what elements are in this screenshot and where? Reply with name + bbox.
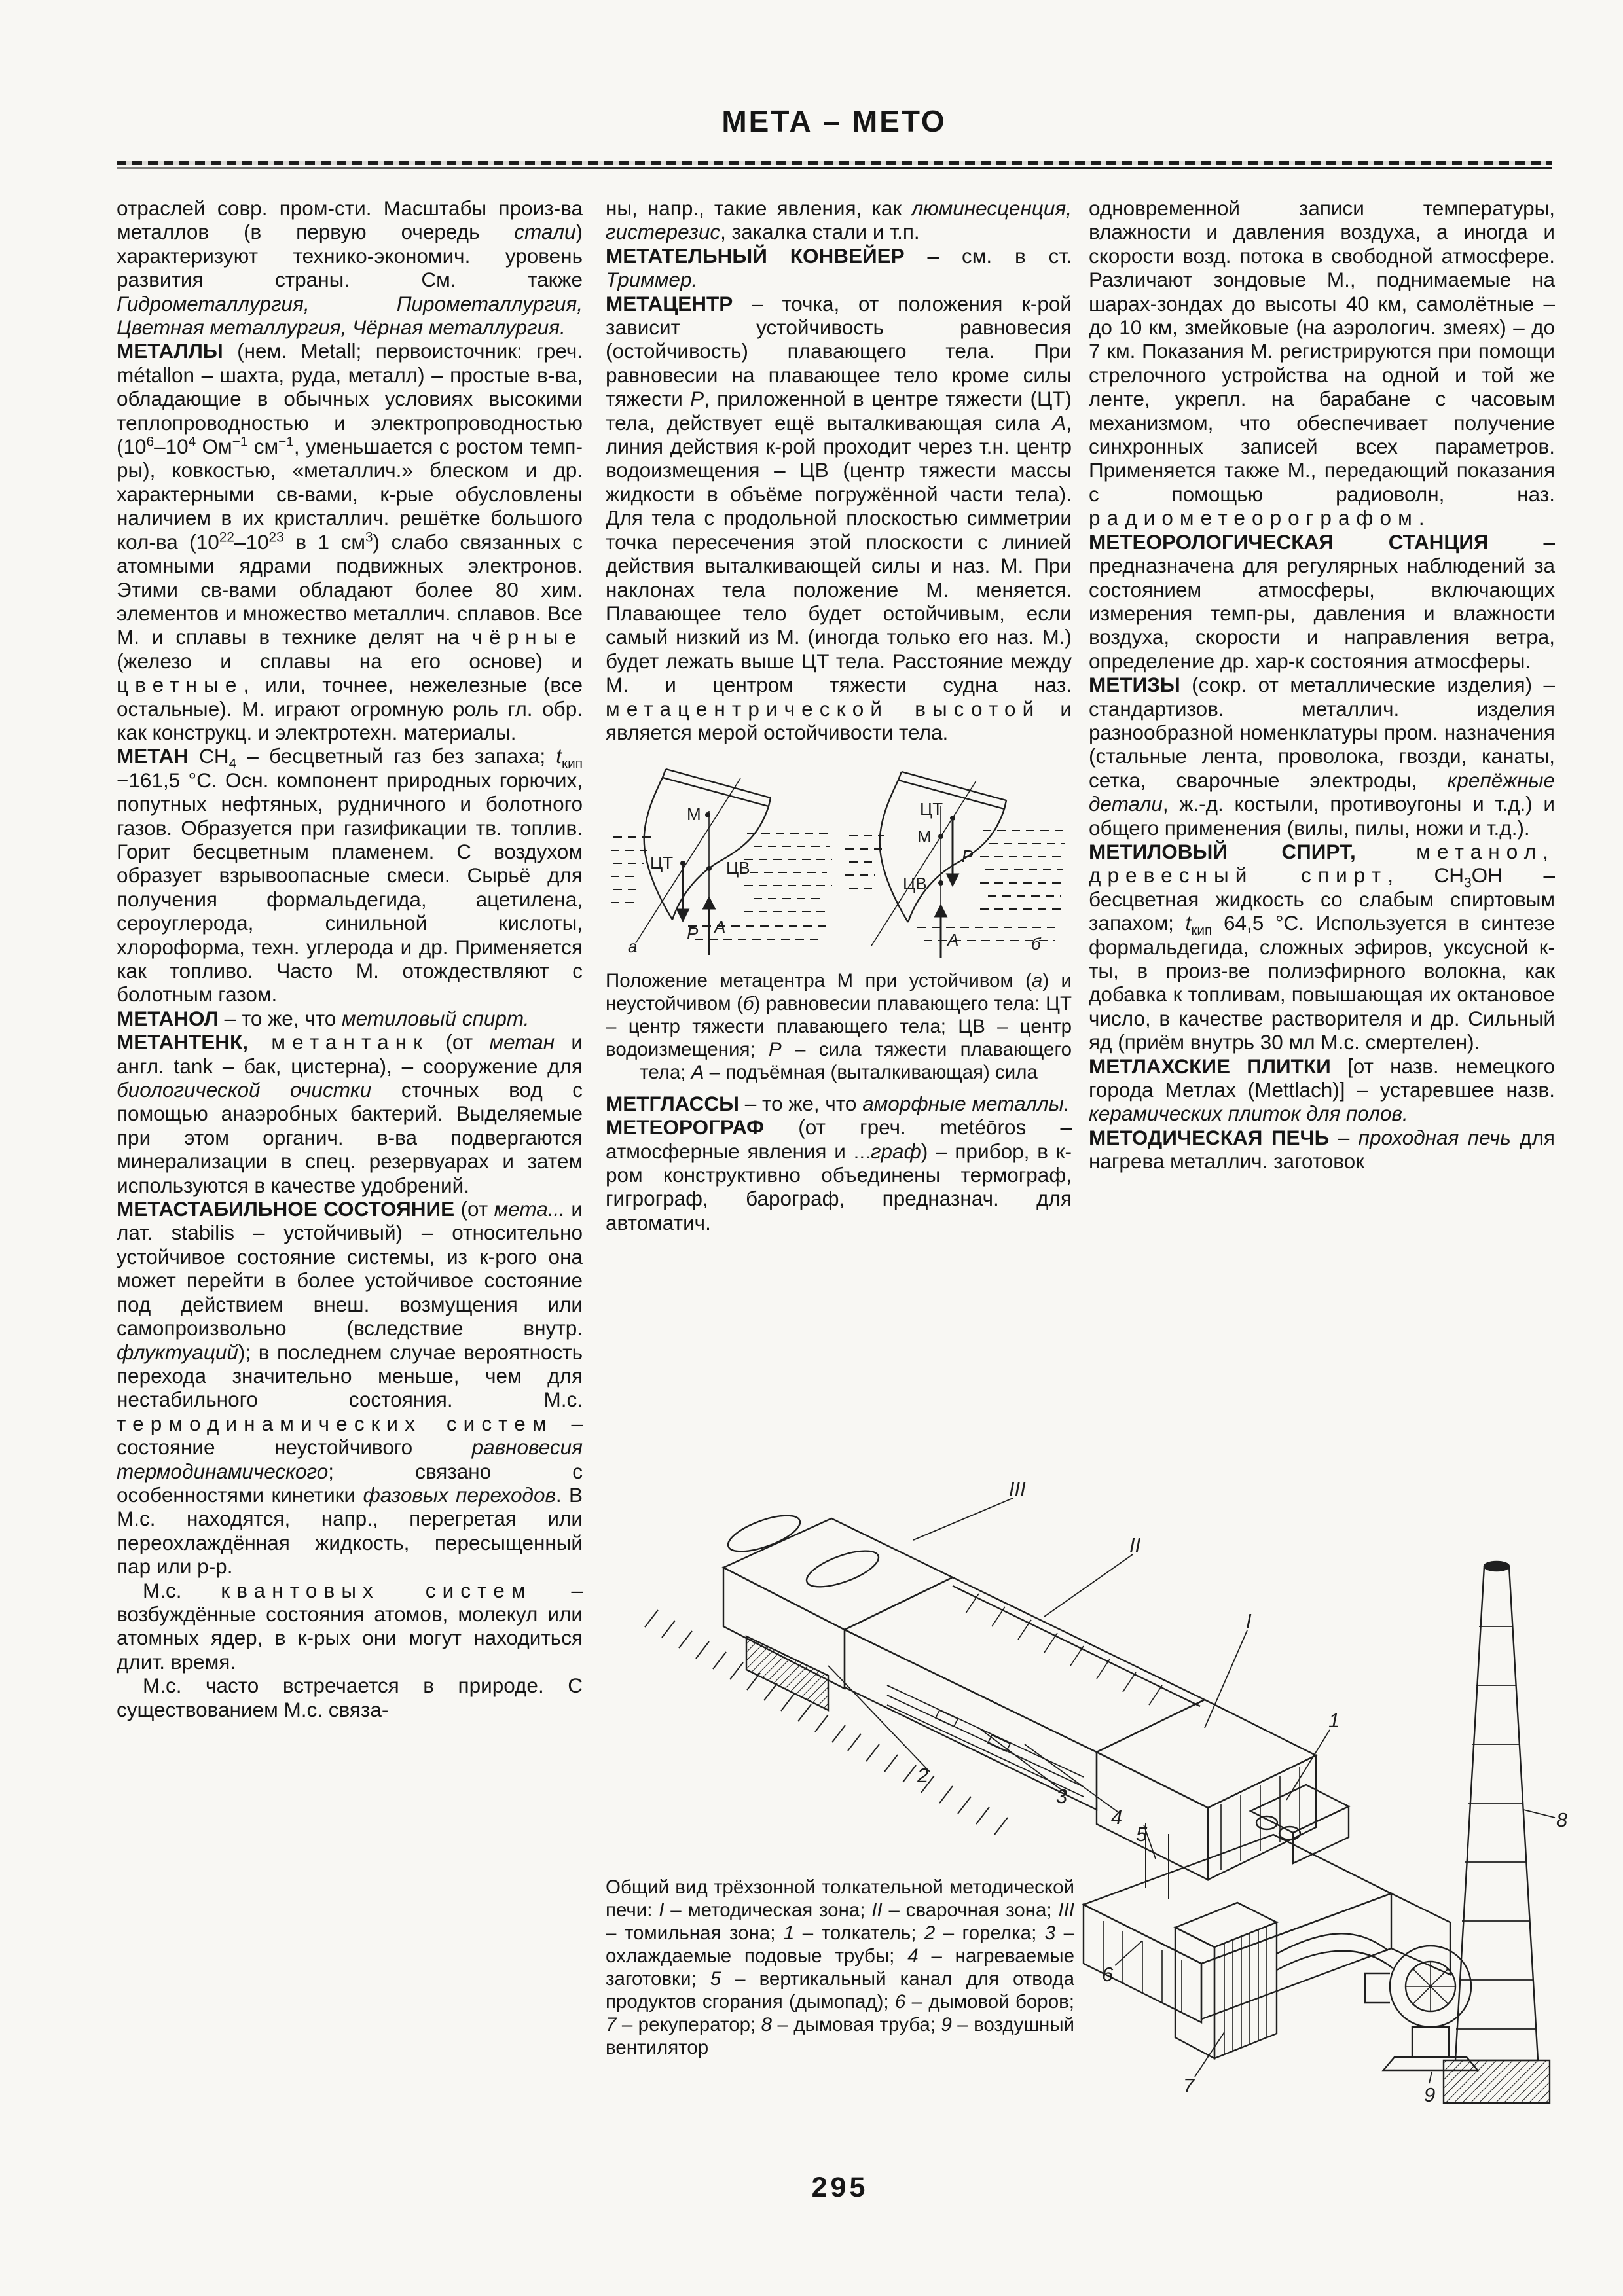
entry-metatelny-konveyer: МЕТАТЕЛЬНЫЙ КОНВЕЙЕР – см. в ст. Триммер. [606, 243, 1072, 292]
entry-metastabilnoe-sostoyanie: МЕТАСТАБИЛЬНОЕ СОСТОЯНИЕ (от мета... и лат. stabilis – устойчивый) – относительно устойчивое состояние системы, из к-рого она может перейти в более устойчивое состояние под действием внеш. возмущения или самопроизвольно (вследствие внутр. флуктуаций); в последнем случае вероятность перехода значительно меньше, чем для нестабильного состояния. М.с. термодинамических систем – состояние неустойчивого равновесия термодинамического; связано с особенностями кинетики фазовых переходов. В М.с. находятся, напр., перегретая или переохлаждённая жидкость, пересыщенный пар или р-р. [117, 1197, 583, 1579]
weight-force-label: Р [687, 924, 699, 944]
metastable-nature-paragraph: М.с. часто встречается в природе. С существованием М.с. связа- [117, 1674, 583, 1721]
page-header: МЕТА – МЕТО [721, 104, 947, 138]
part-2-label: 2 [917, 1764, 929, 1787]
entry-meteorograf: МЕТЕОРОГРАФ (от греч. metéōros – атмосферные явления и ...граф) – прибор, в к-ром конструктивно объединены термограф, гигрограф, барограф, предназнач. для автоматич. [606, 1115, 1072, 1234]
part-8-label: 8 [1556, 1808, 1568, 1831]
entry-metlahskie-plitki: МЕТЛАХСКИЕ ПЛИТКИ [от назв. немецкого города Метлах (Mettlach)] – устаревшее назв. керамических плиток для полов. [1089, 1054, 1555, 1126]
part-3-label: 3 [1056, 1785, 1068, 1808]
entry-meteostanciya: МЕТЕОРОЛОГИЧЕСКАЯ СТАНЦИЯ – предназначена для регулярных наблюдений за состоянием атмосферы, включающих измерения темп-ры, давления и влажности воздуха, скорости и направления ветра, определение др. хар-к состояния атмосферы. [1089, 529, 1555, 673]
zone-ii-label: II [1129, 1534, 1141, 1556]
entry-metacentr: МЕТАЦЕНТР – точка, от положения к-рой зависит устойчивость равновесия (остойчивость) плавающего тела. При равновесии на плавающее тело кроме силы тяжести Р, приложенной в центре тяжести (ЦТ) тела, действует ещё выталкивающая сила А, линия действия к-рой проходит через т.н. центр водоизмещения – ЦВ (центр тяжести массы жидкости в объёме погружённой части тела). Для тела с продольной плоскостью симметрии точка пересечения этой плоскости с линией действия выталкивающей силы и наз. М. При наклонах тела положение М. меняется. Плавающее тело будет остойчивым, если самый низкий из М. (иногда только его наз. М.) будет лежать выше ЦТ тела. Расстояние между М. и центром тяжести судна наз. метацентрической высотой и является мерой остойчивости тела. [606, 291, 1072, 744]
smoke-drop-channel [1146, 1823, 1169, 1899]
part-6-label: 6 [1102, 1963, 1114, 1986]
methodical-zone-box [1097, 1700, 1316, 1880]
variant-a-label: а [628, 937, 638, 957]
lift-force-label: А [714, 917, 726, 937]
column-1 [117, 196, 583, 1721]
lift-force-label-b: А [947, 930, 959, 950]
ground-hatching [645, 1610, 1008, 1835]
metacenter-caption: Положение метацентра М при устойчивом (а) и неустойчивом (б) равновесии плавающего тела: ЦТ – центр тяжести плавающего тела; ЦВ – центр водоизмещения; Р – сила тяжести плавающего тела; А – подъёмная (выталкивающая) сила [606, 969, 1072, 1083]
furnace-caption: Общий вид трёхзонной толкательной методической печи: I – методическая зона; II – сварочная зона; III – томильная зона; 1 – толкатель; 2 – горелка; 3 – охлаждаемые подовые трубы; 4 – нагреваемые заготовки; 5 – вертикальный канал для отвода продуктов сгорания (дымопад); 6 – дымовой боров; 7 – рекуператор; 8 – дымовая труба; 9 – воздушный вентилятор [606, 1876, 1074, 2058]
buoyancy-center-label: ЦВ [726, 858, 750, 878]
metacenter-point-label-b: М [917, 827, 932, 847]
zone-iii-label: III [1009, 1477, 1026, 1500]
page-number: 295 [811, 2172, 869, 2203]
header-rule-solid [117, 167, 1552, 169]
hull-a-drawing [644, 769, 771, 920]
col2-continuation: ны, напр., такие явления, как люминесценция, гистерезис, закалка стали и т.п. [606, 196, 1072, 244]
entry-metodicheskaya-pech: МЕТОДИЧЕСКАЯ ПЕЧЬ – проходная печь для нагрева металлич. заготовок [1089, 1125, 1555, 1174]
entry-metanol: МЕТАНОЛ – то же, что метиловый спирт. [117, 1006, 530, 1030]
variant-b-label: б [1031, 934, 1041, 954]
entry-metizy: МЕТИЗЫ (сокр. от металлические изделия) – стандартизов. металлич. изделия разнообразной номенклатуры пром. назначения (стальные лента, проволока, гвозди, канаты, сетка, сварочные электроды, крепёжные детали, ж.-д. костыли, противоугоны и т.д.) и общего применения (вилы, пилы, ножи и т.д.). [1089, 673, 1555, 840]
part-4-label: 4 [1111, 1806, 1123, 1829]
entry-metglassy: МЕТГЛАССЫ – то же, что аморфные металлы. [606, 1091, 1070, 1115]
part-7-label: 7 [1183, 2074, 1195, 2097]
air-duct-pipe [1277, 1933, 1393, 1970]
gravity-center-label: ЦТ [650, 853, 674, 873]
metacenter-figure [610, 755, 1068, 963]
metacenter-point-label: М [687, 804, 701, 825]
column-3 [1089, 196, 1555, 1174]
part-1-label: 1 [1328, 1709, 1340, 1732]
column-2 [606, 196, 1072, 1234]
entry-metally: МЕТАЛЛЫ (нем. Metall; первоисточник: греч. métallon – шахта, руда, металл) – простые в-ва, обладающие в обычных условиях высокими теплопроводностью и электропроводностью ($10^6-10^4$ $Ом^{-1}$ $см^{-1}$, уменьшается с ростом темп-ры), ковкостью, «металлич.» блеском и др. характерными св-вами, к-рые обусловлены наличием в их кристаллич. решётке большого кол-ва ($10^{22}-10^{23}$ в 1 $см^3$) слабо связанных с атомными ядрами подвижных электронов. Этими св-вами обладают более 80 хим. элементов и множество металлич. сплавов. Все М. и сплавы в технике делят на чёрные (железо и сплавы на его основе) и цветные, или, точнее, нежелезные (все остальные). М. играют огромную роль гл. обр. как конструкц. и электротехн. материалы. [117, 339, 583, 744]
chimney [1444, 1562, 1550, 2103]
metastable-quantum-paragraph: М.с. квантовых систем – возбуждённые состояния атомов, молекул или атомных ядер, в к-рых они могут находиться длит. время. [117, 1578, 583, 1674]
part-9-label: 9 [1424, 2083, 1436, 2106]
weight-force-label-b: Р [962, 846, 974, 867]
zone-i-label: I [1246, 1609, 1252, 1632]
gravity-center-label-b: ЦТ [920, 799, 943, 819]
col1-continuation: отраслей совр. пром-сти. Масштабы произ-ва металлов (в первую очередь стали) характеризуют технико-экономич. уровень развития страны. См. также Гидрометаллургия, Пирометаллургия, Цветная металлургия, Чёрная металлургия. [117, 196, 583, 340]
hull-b-drawing [880, 772, 1006, 922]
entry-metan: МЕТАН $CH_4$ – бесцветный газ без запаха; $t_{кип} -161,5$ °C. Осн. компонент природных горючих, попутных нефтяных, рудничного и болотного газов. Образуется при газификации тв. топлив. Горит бесцветным пламенем. С воздухом образует взрывоопасные смеси. Сырьё для получения формальдегида, ацетилена, сероуглерода, синильной кислоты, хлороформа, техн. углерода и др. Применяется как топливо. Часто М. отождествляют с болотным газом. [117, 744, 583, 1007]
header-rule-dashed [117, 161, 1552, 165]
entry-metantenk: МЕТАНТЕНК, метантанк (от метан и англ. tank – бак, цистерна), – сооружение для биологической очистки сточных вод с помощью анаэробных бактерий. Выделяемые при этом органич. в-ва подвергаются минерализации в спец. резервуарах и затем используются в качестве удобрений. [117, 1030, 583, 1197]
furnace-side-wall [845, 1630, 1097, 1810]
col3-continuation: одновременной записи температуры, влажности и давления воздуха, а иногда и скорости возд. потока в свободной атмосфере. Различают зондовые М., поднимаемые на шарах-зондах до высоты 40 км, самолётные – до 10 км, змейковые (на аэрологич. змеях) – до 7 км. Показания М. регистрируются при помощи стрелочного устройства на одной и той же ленте, укрепл. на барабане с часовым механизмом, что обеспечивает получение синхронных записей всех параметров. Применяется также М., передающий показания с помощью радиоволн, наз. радиометеорографом. [1089, 196, 1555, 530]
buoyancy-center-label-b: ЦВ [903, 874, 927, 894]
recuperator [1175, 1903, 1277, 2058]
entry-metilovy-spirt: МЕТИЛОВЫЙ СПИРТ, метанол, древесный спирт, $CH_3OH$ – бесцветная жидкость со слабым спиртовым запахом; $t_{кип}$ 64,5 °C. Используется в синтезе формальдегида, сложных эфиров, уксусной к-ты, в произ-ве полиэфирного волокна, как добавка к топливам, повышающая их октановое число, в качестве растворителя и др. Сильный яд (приём внутрь 30 мл М.с. смертелен). [1089, 839, 1556, 1054]
part-5-label: 5 [1136, 1823, 1148, 1846]
water-hatching-b [845, 831, 1067, 941]
